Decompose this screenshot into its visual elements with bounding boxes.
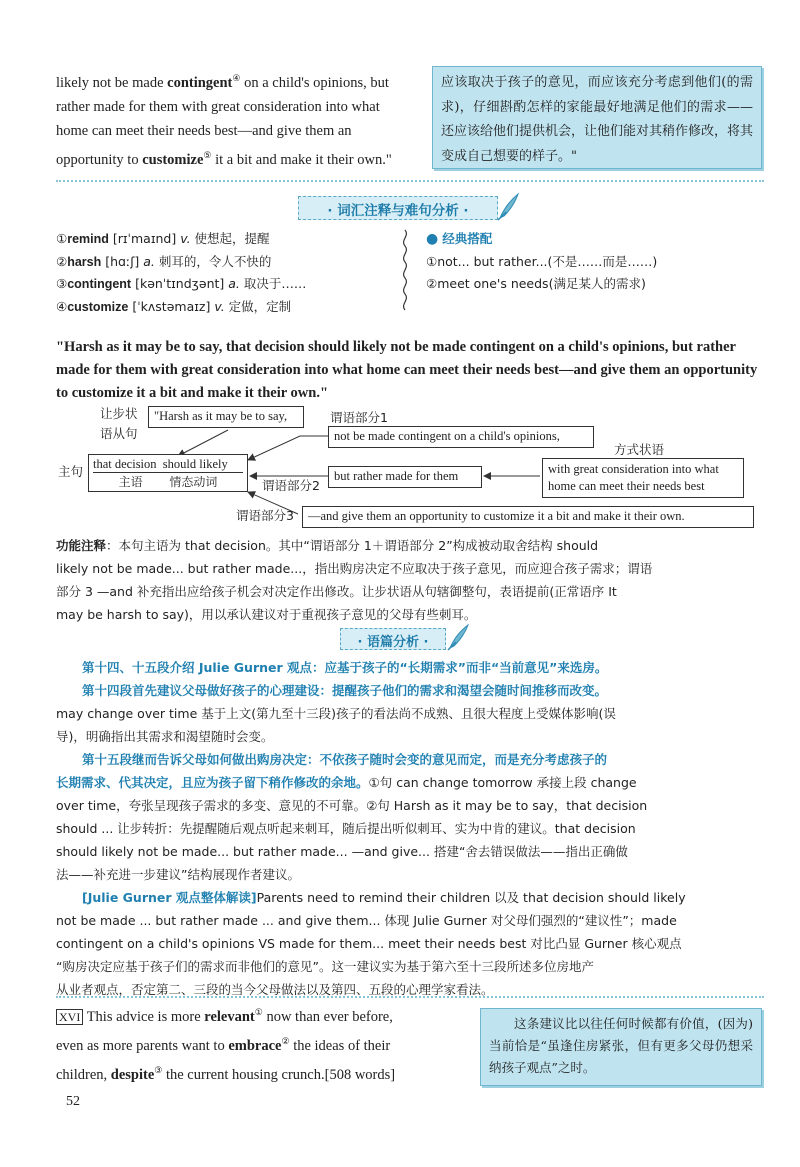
para15-line4: opportunity to customize⑤ it a bit and make it their own." — [56, 149, 392, 168]
subject-cn-row: 主语 情态动词 — [93, 472, 243, 490]
vocab-item: ④customize [ˈkʌstəmaɪz] v. 定做，定制 — [56, 298, 292, 314]
manner-line-2: home can meet their needs best — [548, 479, 705, 493]
function-note-line: 部分 3 —and 补充指出应给孩子机会对决定作出修改。让步状语从句辖御整句，表语提前(正常语序 It — [56, 584, 617, 599]
analysis-para14-heading: 第十四段首先建议父母做好孩子的心理建设：提醒孩子他们的需求和渴望会随时间推移而改变。 — [82, 683, 608, 698]
long-sentence: "Harsh as it may be to say, that decision should likely not be made contingent on a child's opinions, but rather made for them with great consideration into what home can meet their needs best—and give them an opportunity to customize it a bit and make it their own." — [56, 339, 758, 401]
analysis-line: should likely not be made... but rather made... —and give... 搭建“舍去错误做法——指出正确做 — [56, 844, 628, 859]
manner-line-1: with great consideration into what — [548, 462, 719, 476]
label-predicate-1: 谓语部分1 — [330, 410, 388, 425]
label-main-clause: 主句 — [58, 464, 84, 479]
predicate-3-box: —and give them an opportunity to customize it a bit and make it their own. — [302, 506, 754, 528]
analysis-line: 长期需求、代其决定，且应为孩子留下稍作修改的余地。①句 can change tomorrow 承接上段 change — [56, 775, 637, 790]
translation-15-text: 应该取决于孩子的意见，而应该充分考虑到他们(的需求)，仔细斟酌怎样的家能最好地满足他们的需求——还应该给他们提供机会，让他们能对其稍作修改，将其变成自己想要的样子。" — [441, 75, 754, 164]
function-note-line: may be harsh to say)，用以承认建议对于重视孩子意见的父母有些刺耳。 — [56, 607, 477, 622]
analysis-line: not be made ... but rather made ... and give them... 体现 Julie Gurner 对父母们强烈的“建议性”；made — [56, 913, 677, 928]
label-concession-2: 语从句 — [100, 426, 138, 441]
section-title-vocab: · 词汇注释与难句分析 · — [298, 196, 498, 220]
analysis-line: 从业者观点，否定第二、三段的当今父母做法以及第四、五段的心理学家看法。 — [56, 982, 494, 997]
subject-row: that decision should likely — [93, 457, 228, 471]
quill-icon — [446, 622, 472, 652]
analysis-line: contingent on a child's opinions VS made for them... meet their needs best 对比凸显 Gurner 核心观点 — [56, 936, 682, 951]
para15-line3: home can meet their needs best—and give them an — [56, 122, 352, 139]
label-manner: 方式状语 — [614, 442, 665, 457]
paragraph-number: XVI — [56, 1009, 83, 1025]
paragraph-16-english — [56, 1000, 468, 1086]
collocation-item: ①not... but rather...(不是……而是……) — [426, 253, 658, 269]
analysis-line: over time，夸张呈现孩子需求的多变、意见的不可靠。②句 Harsh as it may be to say，that decision — [56, 798, 648, 813]
analysis-para15-heading: 第十五段继而告诉父母如何做出购房决定：不依孩子随时会变的意见而定，而是充分考虑孩子的 — [82, 752, 608, 767]
vocab-item: ②harsh [hɑːʃ] a. 刺耳的，令人不快的 — [56, 253, 272, 269]
para16-line1: XVI This advice is more relevant① now than ever before, — [56, 1000, 468, 1029]
vocab-item: ①remind [rɪˈmaɪnd] v. 使想起，提醒 — [56, 231, 270, 246]
function-note-line: 功能注释：本句主语为 that decision。其中“谓语部分 1＋谓语部分 2”构成被动取舍结构 should — [56, 538, 599, 553]
vocab-item: ③contingent [kənˈtɪndʒənt] a. 取决于…… — [56, 276, 307, 291]
subject-box — [88, 454, 248, 492]
discourse-analysis — [56, 656, 760, 1001]
analysis-line: 导)，明确指出其需求和渴望随时会变。 — [56, 729, 274, 744]
manner-box — [542, 458, 744, 498]
label-concession: 让步状 — [100, 406, 138, 421]
predicate-2-box: but rather made for them — [328, 466, 482, 488]
translation-16-text: 这条建议比以往任何时候都有价值，(因为)当前恰是“虽逢住房紧张，但有更多父母仍想采纳孩子观点”之时。 — [489, 1016, 753, 1075]
analysis-line: [Julie Gurner 观点整体解读]Parents need to remind their children 以及 that decision should likely — [82, 890, 686, 905]
analysis-line: should ... 让步转折：先提醒随后观点听起来刺耳，随后提出听似刺耳、实为中肯的建议。that decision — [56, 821, 636, 836]
dotted-divider — [56, 996, 764, 998]
label-predicate-2: 谓语部分2 — [262, 478, 320, 493]
predicate-1-box: not be made contingent on a child's opinions, — [328, 426, 594, 448]
page-number: 52 — [66, 1094, 80, 1109]
function-note-line: likely not be made... but rather made...，指出购房决定不应取决于孩子意见，而应迎合孩子需求；谓语 — [56, 561, 653, 576]
bullet-icon: ● — [426, 231, 439, 247]
para16-line2: even as more parents want to embrace② the ideas of their — [56, 1035, 391, 1054]
sentence-diagram — [0, 0, 800, 540]
para16-line3: children, despite③ the current housing crunch.[508 words] — [56, 1064, 396, 1083]
translation-box-16 — [480, 1008, 762, 1086]
label-predicate-3: 谓语部分3 — [236, 508, 294, 523]
analysis-line: 法——补充进一步建议”结构展现作者建议。 — [56, 867, 300, 882]
collocations-heading: ● 经典搭配 — [426, 231, 493, 247]
collocation-item: ②meet one's needs(满足某人的需求) — [426, 276, 646, 291]
analysis-summary: 第十四、十五段介绍 Julie Gurner 观点：应基于孩子的“长期需求”而非“当前意见”来选房。 — [82, 660, 608, 675]
section-title-analysis: · 语篇分析 · — [340, 628, 446, 650]
para15-line2: rather made for them with great consideration into what — [56, 98, 380, 115]
para15-line1: likely not be made contingent④ on a child's opinions, but — [56, 73, 389, 91]
analysis-line: may change over time 基于上文(第九至十三段)孩子的看法尚不成熟、且很大程度上受媒体影响(误 — [56, 706, 616, 721]
analysis-line: “购房决定应基于孩子们的需求而非他们的意见”。这一建议实为基于第六至十三段所述多位房地产 — [56, 959, 594, 974]
concession-box: "Harsh as it may be to say, — [148, 406, 304, 428]
function-note — [56, 534, 760, 626]
